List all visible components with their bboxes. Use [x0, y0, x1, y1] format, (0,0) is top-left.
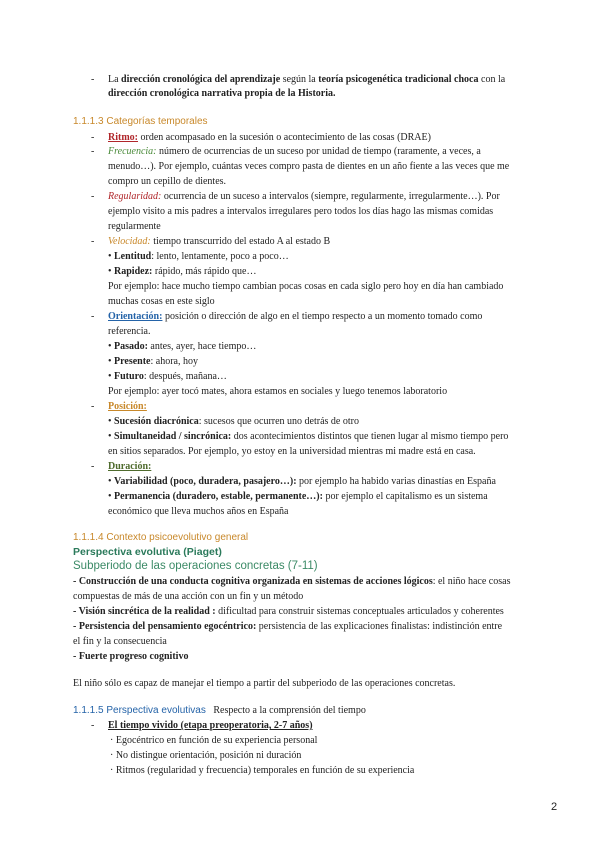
subperiodo-title: Subperiodo de las operaciones concretas (7-11)	[73, 560, 318, 572]
piaget-point-4	[73, 650, 188, 664]
list-dash: -	[91, 146, 95, 157]
orientacion-bullet-presente	[108, 355, 198, 369]
piaget-term-3: - Persistencia del pensamiento egocéntrico:	[73, 621, 257, 632]
piaget-point-2	[73, 605, 504, 619]
bullet: •	[108, 476, 112, 487]
frecuencia-line-1: número de ocurrencias de un suceso por unidad de tiempo (raramente, a veces, a	[156, 146, 481, 157]
velocidad-bullet-lentitud	[108, 250, 289, 264]
regularidad-line-2: ejemplo visito a mis padres a intervalos irregulares pero todos los días hago las mismas comidas	[108, 206, 494, 217]
term-velocidad: Velocidad:	[108, 236, 151, 247]
piaget-text-3: persistencia de las explicaciones finalistas: indistinción entre	[256, 621, 503, 632]
intro-post: con la	[478, 74, 506, 85]
section-perspectivas-note: Respecto a la comprensión del tiempo	[213, 705, 366, 716]
term-pasado: Pasado:	[114, 341, 148, 352]
piaget-term-4: - Fuerte progreso cognitivo	[73, 651, 189, 662]
list-dash: -	[91, 311, 95, 322]
term-sucesion: Sucesión diacrónica	[114, 416, 199, 427]
intro-line	[108, 73, 505, 87]
orientacion-bullet-pasado	[108, 340, 256, 354]
bullet: •	[108, 356, 112, 367]
term-tiempo-vivido: El tiempo vivido (etapa preoperatoria, 2-7 años)	[108, 720, 313, 731]
velocidad-example-2: muchas cosas en este siglo	[108, 296, 215, 307]
bullet: •	[108, 251, 112, 262]
term-futuro: Futuro	[114, 371, 144, 382]
piaget-point-1-line-2: compuestas de más de una acción con un fin y un método	[73, 591, 304, 602]
section-heading-contexto: 1.1.1.4 Contexto psicoevolutivo general	[73, 532, 249, 543]
section-perspectivas-title: 1.1.1.5 Perspectiva evolutivas	[73, 705, 206, 716]
piaget-text-1: : el niño hace cosas	[432, 576, 511, 587]
piaget-point-1	[73, 575, 510, 589]
duracion-bullet-variabilidad	[108, 475, 496, 489]
piaget-term-1: - Construcción de una conducta cognitiva organizada en sistemas de acciones lógicos	[73, 576, 433, 587]
velocidad-example-1: Por ejemplo: hace mucho tiempo cambian pocas cosas en cada siglo pero hoy en día han cambiado	[108, 281, 504, 292]
term-variabilidad: Variabilidad (poco, duradera, pasajero…):	[114, 476, 297, 487]
bullet: •	[108, 416, 112, 427]
page-number: 2	[551, 801, 558, 813]
intro-bold-3: dirección cronológica narrativa propia de la Historia.	[108, 88, 336, 99]
intro-line-2	[108, 87, 336, 101]
piaget-text-2: dificultad para construir sistemas conceptuales articulados y coherentes	[215, 606, 504, 617]
regularidad-line-1: ocurrencia de un suceso a intervalos (siempre, regularmente, irregularmente…). Por	[161, 191, 500, 202]
term-simultaneidad: Simultaneidad / sincrónica:	[114, 431, 232, 442]
item-regularidad	[108, 190, 500, 204]
sucesion-text: : sucesos que ocurren uno detrás de otro	[198, 416, 359, 427]
piaget-term-2: - Visión sincrética de la realidad :	[73, 606, 216, 617]
term-rapidez: Rapidez:	[114, 266, 153, 277]
velocidad-bullet-rapidez	[108, 265, 257, 279]
perspectiva-title: Perspectiva evolutiva (Piaget)	[73, 546, 222, 558]
list-dash: -	[91, 401, 95, 412]
list-dash: -	[91, 191, 95, 202]
vivido-item-1: · Egocéntrico en función de su experiencia personal	[110, 735, 318, 746]
item-posicion	[108, 400, 147, 414]
ritmo-text: orden acompasado en la sucesión o acontecimiento de las cosas (DRAE)	[138, 132, 431, 143]
item-ritmo	[108, 131, 431, 145]
term-lentitud: Lentitud	[114, 251, 152, 262]
orientacion-line-1: posición o dirección de algo en el tiempo respecto a un momento tomado como	[162, 311, 483, 322]
rapidez-text: rápido, más rápido que…	[152, 266, 257, 277]
orientacion-line-2: referencia.	[108, 326, 151, 337]
bullet: •	[108, 431, 112, 442]
posicion-line-2: en sitios separados. Por ejemplo, yo estoy en la universidad mientras mi madre está en casa.	[108, 446, 476, 457]
orientacion-example: Por ejemplo: ayer tocó mates, ahora estamos en sociales y luego tenemos laboratorio	[108, 386, 448, 397]
simultaneidad-text: dos acontecimientos distintos que tienen lugar al mismo tiempo pero	[231, 431, 509, 442]
variabilidad-text: por ejemplo ha habido varias dinastías en España	[296, 476, 496, 487]
frecuencia-line-3: compro un cepillo de dientes.	[108, 176, 227, 187]
item-frecuencia	[108, 145, 481, 159]
term-presente: Presente	[114, 356, 151, 367]
list-dash: -	[91, 132, 95, 143]
bullet: •	[108, 266, 112, 277]
term-orientacion: Orientación:	[108, 311, 163, 322]
vivido-item-3: · Ritmos (regularidad y frecuencia) temporales en función de su experiencia	[110, 765, 415, 776]
piaget-point-3	[73, 620, 502, 634]
list-dash: -	[91, 74, 95, 85]
item-duracion	[108, 460, 151, 474]
item-orientacion	[108, 310, 482, 324]
list-dash: -	[91, 461, 95, 472]
section-heading-perspectivas	[73, 704, 366, 718]
pasado-text: antes, ayer, hace tiempo…	[147, 341, 257, 352]
presente-text: : ahora, hoy	[150, 356, 198, 367]
item-velocidad	[108, 235, 330, 249]
intro-pre: La	[108, 74, 122, 85]
regularidad-line-3: regularmente	[108, 221, 161, 232]
term-frecuencia: Frecuencia:	[108, 146, 157, 157]
orientacion-bullet-futuro	[108, 370, 227, 384]
term-duracion: Duración:	[108, 461, 152, 472]
posicion-bullet-sucesion	[108, 415, 359, 429]
term-ritmo: Ritmo:	[108, 132, 138, 143]
term-regularidad: Regularidad:	[108, 191, 162, 202]
bullet: •	[108, 491, 112, 502]
velocidad-text: tiempo transcurrido del estado A al estado B	[150, 236, 331, 247]
intro-bold-1: dirección cronológica del aprendizaje	[121, 74, 281, 85]
vivido-item-2: · No distingue orientación, posición ni duración	[110, 750, 302, 761]
conclusion-paragraph: El niño sólo es capaz de manejar el tiempo a partir del subperiodo de las operaciones concretas.	[73, 678, 456, 689]
duracion-bullet-permanencia	[108, 490, 488, 504]
bullet: •	[108, 341, 112, 352]
bullet: •	[108, 371, 112, 382]
lentitud-text: : lento, lentamente, poco a poco…	[151, 251, 289, 262]
futuro-text: : después, mañana…	[143, 371, 227, 382]
intro-bold-2: teoría psicogenética tradicional choca	[318, 74, 479, 85]
permanencia-text: por ejemplo el capitalismo es un sistema	[322, 491, 488, 502]
piaget-point-3-line-2: el fin y la consecuencia	[73, 636, 167, 647]
intro-mid: según la	[280, 74, 319, 85]
list-dash: -	[91, 236, 95, 247]
term-permanencia: Permanencia (duradero, estable, permanente…):	[114, 491, 323, 502]
list-dash: -	[91, 720, 95, 731]
item-tiempo-vivido	[108, 719, 313, 733]
duracion-line-2: económico que lleva muchos años en España	[108, 506, 289, 517]
term-posicion: Posición:	[108, 401, 147, 412]
frecuencia-line-2: menudo…). Por ejemplo, cuántas veces compro pasta de dientes en un año fiente a las veces que me	[108, 161, 510, 172]
section-heading-categorias: 1.1.1.3 Categorías temporales	[73, 116, 208, 127]
posicion-bullet-simultaneidad	[108, 430, 508, 444]
